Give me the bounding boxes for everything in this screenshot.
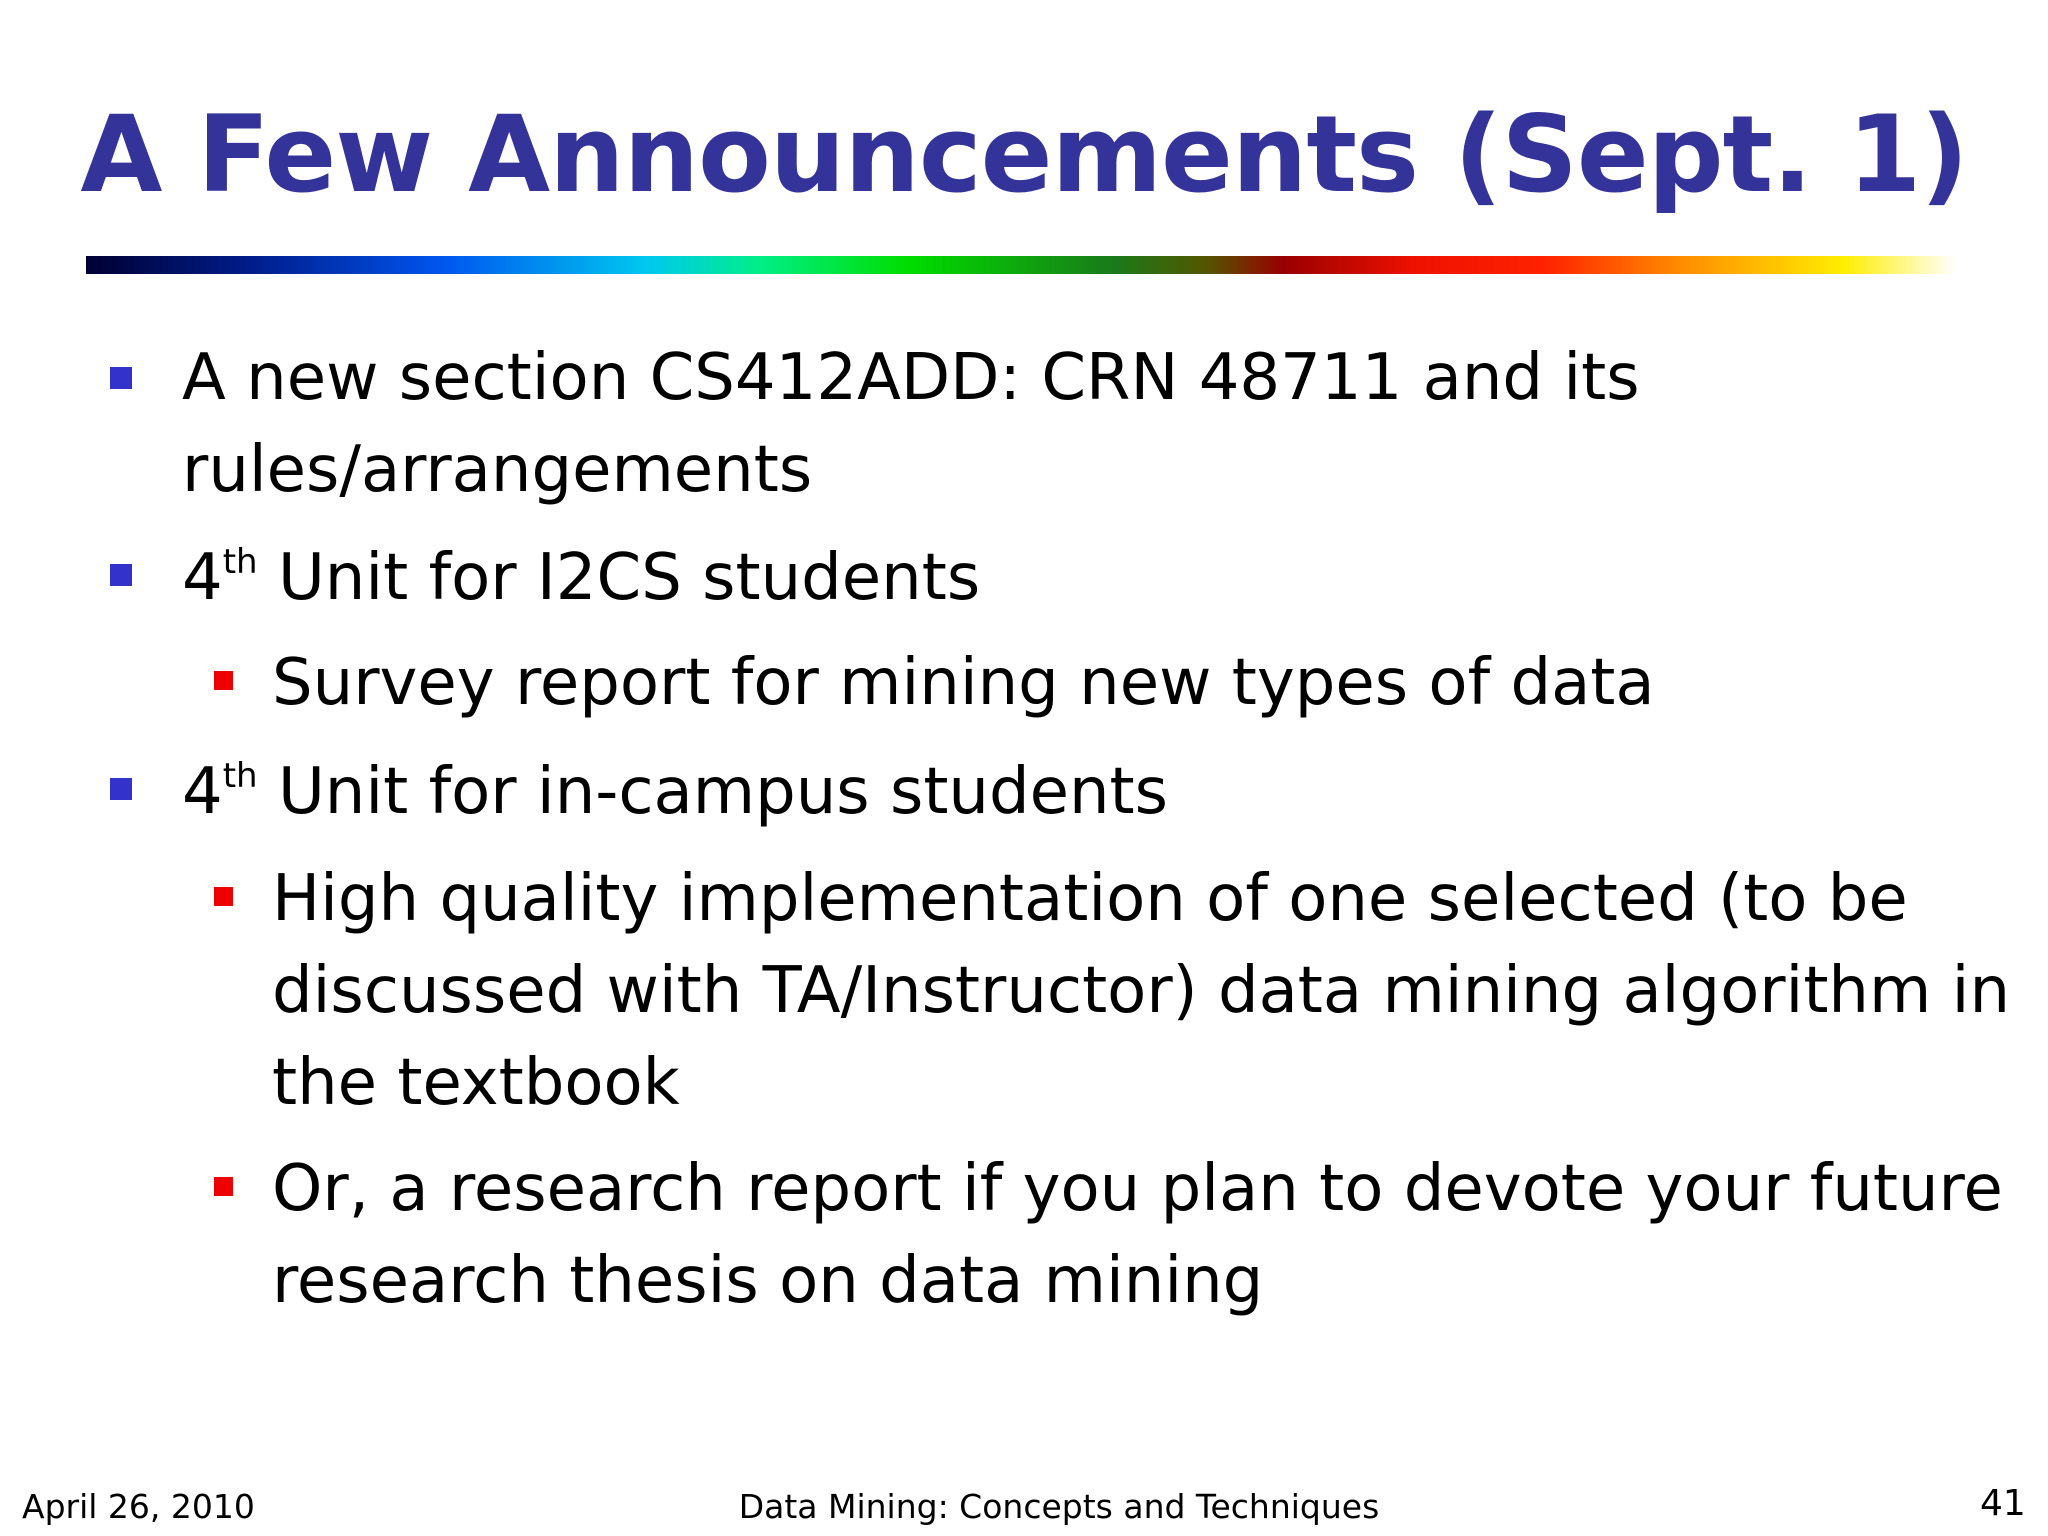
page-number: 41 xyxy=(1980,1483,2026,1524)
sub-bullet-item xyxy=(272,637,1655,729)
sub-bullet-text-line: High quality implementation of one selected (to be xyxy=(272,862,1908,936)
bullet-text: Unit for in-campus students xyxy=(257,755,1168,829)
sub-bullet-marker-square-icon xyxy=(214,887,233,906)
sub-bullet-marker-square-icon xyxy=(214,671,233,690)
bullet-item xyxy=(182,746,1168,848)
bullet-item xyxy=(182,532,980,634)
ordinal-number: 4 xyxy=(182,755,223,829)
ordinal-number: 4 xyxy=(182,541,223,615)
footer-date: April 26, 2010 xyxy=(22,1487,255,1526)
sub-bullet-text-line: discussed with TA/Instructor) data mining algorithm in xyxy=(272,954,2010,1028)
sub-bullet-item xyxy=(272,853,2010,1129)
ordinal-suffix: th xyxy=(222,756,258,796)
bullet-item xyxy=(182,332,1640,516)
bullet-marker-square-icon xyxy=(110,367,132,389)
sub-bullet-item xyxy=(272,1143,2003,1327)
bullet-marker-square-icon xyxy=(110,564,132,586)
bullet-text-line: A new section CS412ADD: CRN 48711 and its xyxy=(182,341,1640,415)
footer-course-title: Data Mining: Concepts and Techniques xyxy=(738,1487,1380,1526)
bullet-text-line: rules/arrangements xyxy=(182,433,813,507)
sub-bullet-text-line: Survey report for mining new types of data xyxy=(272,646,1655,720)
bullet-marker-square-icon xyxy=(110,778,132,800)
sub-bullet-marker-square-icon xyxy=(214,1177,233,1196)
bullet-text: Unit for I2CS students xyxy=(257,541,981,615)
sub-bullet-text-line: the textbook xyxy=(272,1046,680,1120)
slide-title: A Few Announcements (Sept. 1) xyxy=(80,93,1968,216)
ordinal-suffix: th xyxy=(222,542,258,582)
sub-bullet-text-line: Or, a research report if you plan to devote your future xyxy=(272,1152,2003,1226)
sub-bullet-text-line: research thesis on data mining xyxy=(272,1244,1264,1318)
